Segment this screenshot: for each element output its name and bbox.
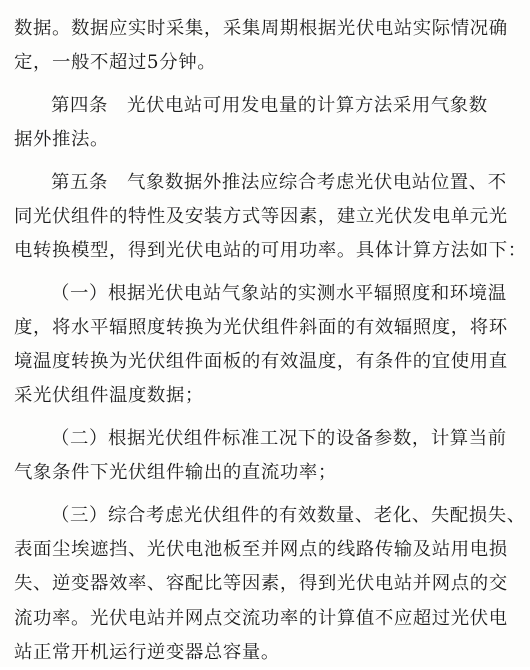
text-line: 气象条件下光伏组件输出的直流功率； [14, 462, 337, 484]
article-5-heading-line: 第五条 气象数据外推法应综合考虑光伏电站位置、不 [51, 171, 507, 193]
text-line: 度，将水平辐照度转换为光伏组件斜面的有效辐照度，将环 [14, 317, 508, 338]
list-item-1-line: （一）根据光伏电站气象站的实测水平辐照度和环境温 [51, 282, 507, 304]
text-line: 定，一般不超过5分钟。 [14, 52, 217, 74]
list-item-3-line: （三）综合考虑光伏组件的有效数量、老化、失配损失、 [51, 504, 526, 526]
text-line: 据外推法。 [14, 129, 109, 151]
list-item-2-line: （二）根据光伏组件标准工况下的设备参数，计算当前 [51, 428, 507, 450]
text-line: 流功率。光伏电站并网点交流功率的计算值不应超过光伏电 [14, 607, 508, 629]
text-line: 电转换模型，得到光伏电站的可用功率。具体计算方法如下： [14, 240, 527, 262]
text-line: 同光伏组件的特性及安装方式等因素，建立光伏发电单元光 [14, 205, 508, 227]
article-4-heading-line: 第四条 光伏电站可用发电量的计算方法采用气象数 [51, 94, 488, 116]
document-body [14, 12, 527, 670]
text-line: 采光伏组件温度数据； [14, 385, 204, 407]
text-line: 数据。数据应实时采集，采集周期根据光伏电站实际情况确 [14, 18, 508, 39]
text-line: 站正常开机运行逆变器总容量。 [14, 641, 280, 663]
text-line: 失、逆变器效率、容配比等因素，得到光伏电站并网点的交 [14, 573, 508, 595]
text-line: 境温度转换为光伏组件面板的有效温度，有条件的宜使用直 [14, 351, 508, 373]
text-line: 表面尘埃遮挡、光伏电池板至并网点的线路传输及站用电损 [14, 539, 508, 561]
